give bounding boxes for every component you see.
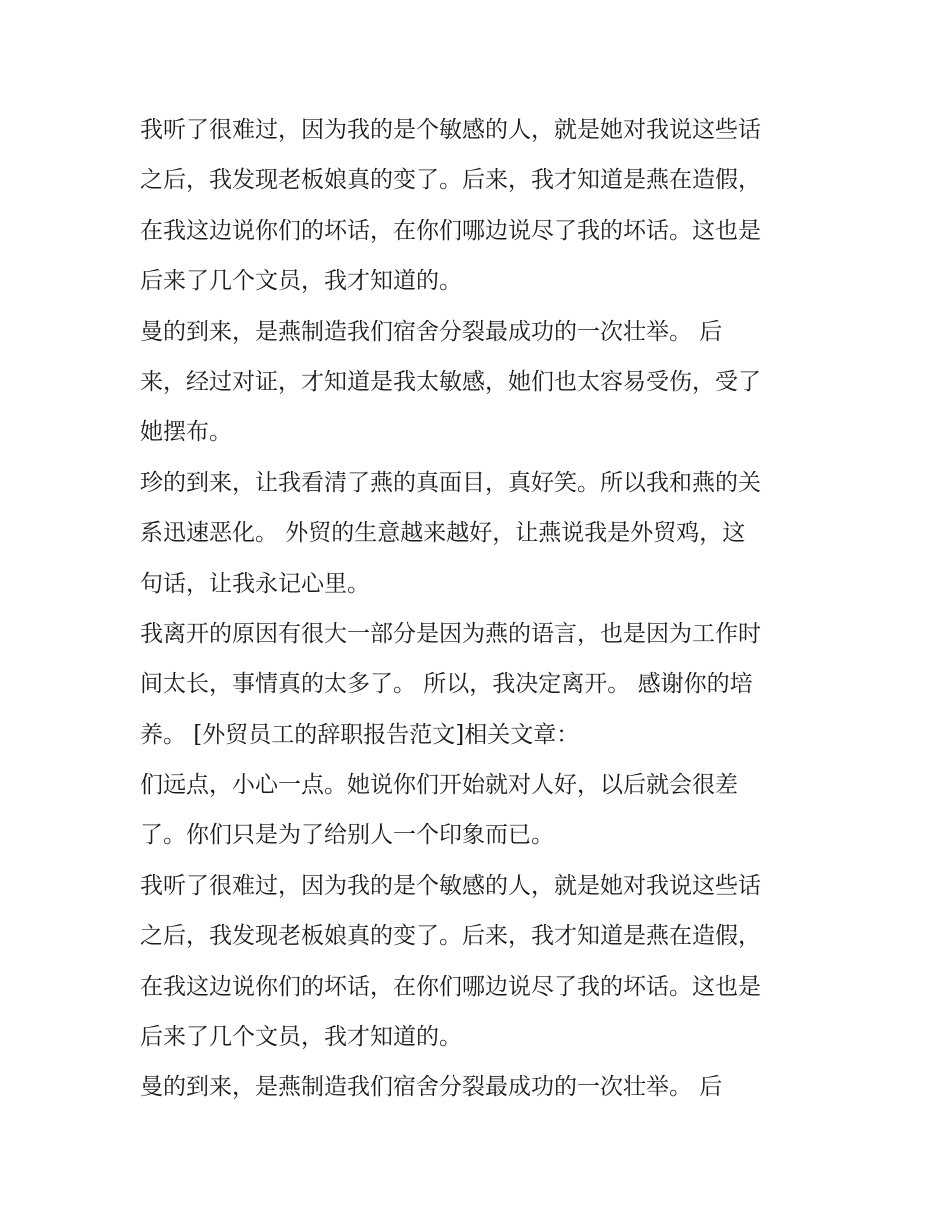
text-line: 来，经过对证，才知道是我太敏感，她们也太容易受伤，受了 [140,368,761,395]
text-line: 在我这边说你们的坏话，在你们哪边说尽了我的坏话。这也是 [140,217,761,244]
text-line: 后来了几个文员，我才知道的。 [140,268,462,295]
text-line: 在我这边说你们的坏话，在你们哪边说尽了我的坏话。这也是 [140,973,761,1000]
text-line: 养。 [外贸员工的辞职报告范文]相关文章： [140,721,580,748]
text-line: 我离开的原因有很大一部分是因为燕的语言，也是因为工作时 [140,620,761,647]
text-line: 系迅速恶化。 外贸的生意越来越好，让燕说我是外贸鸡，这 [140,520,746,547]
text-line: 我听了很难过，因为我的是个敏感的人，就是她对我说这些话 [140,872,761,899]
text-line: 珍的到来，让我看清了燕的真面目，真好笑。所以我和燕的关 [140,469,761,496]
text-line: 之后，我发现老板娘真的变了。后来，我才知道是燕在造假， [140,167,761,194]
text-line: 句话，让我永记心里。 [140,570,370,597]
text-line: 曼的到来，是燕制造我们宿舍分裂最成功的一次壮举。 后 [140,318,723,345]
text-line: 之后，我发现老板娘真的变了。后来，我才知道是燕在造假， [140,923,761,950]
text-line: 了。你们只是为了给别人一个印象而已。 [140,822,554,849]
text-line: 她摆布。 [140,419,232,446]
text-line: 间太长，事情真的太多了。 所以，我决定离开。 感谢你的培 [140,671,753,698]
text-line: 后来了几个文员，我才知道的。 [140,1024,462,1051]
text-line: 我听了很难过，因为我的是个敏感的人，就是她对我说这些话 [140,117,761,143]
document-body [140,105,820,1113]
text-line: 们远点，小心一点。她说你们开始就对人好，以后就会很差 [140,772,738,799]
text-line: 曼的到来，是燕制造我们宿舍分裂最成功的一次壮举。 后 [140,1074,723,1101]
